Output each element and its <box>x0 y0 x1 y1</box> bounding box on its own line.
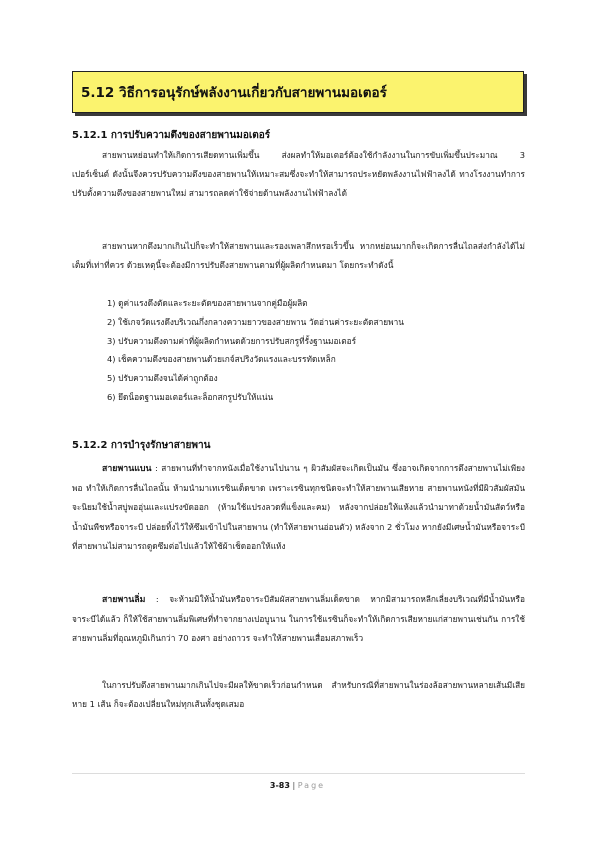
footer-separator: | <box>289 781 298 790</box>
list-item: 2) ใช้เกจวัดแรงดึงบริเวณกึ่งกลางความยาวของสายพาน วัดอ่านค่าระยะตัดสายพาน <box>107 316 404 327</box>
footer-divider <box>72 773 525 774</box>
list-item: 1) ดูค่าแรงดึงตัดและระยะตัดของสายพานจากคู่มือผู้ผลิต <box>107 298 308 308</box>
page-footer <box>0 781 595 790</box>
list-item: 5) ปรับความตึงจนได้ค่าถูกต้อง <box>107 373 218 384</box>
tension-steps-list <box>107 294 404 407</box>
flat-belt-text: : สายพานที่ทำจากหนังเมื่อใช้งานไปนาน ๆ ผิวสัมผัสจะเกิดเป็นมัน ซึ่งอาจเกิดจากการตึงสายพานไม่เพียงพอ ทำให้เกิดการลื่นไถลนั้น ห้ามนำมาเทเรซินเด็ดขาด เพราะเรซินทุกชนิดจะทำให้สายพานเสียหาย สายพานหนังที่มีผิวสัมผัสมัน จะนิยมใช้น้ำสบู่พออุ่นและแปรงขัดออก (ห้ามใช้แปรงลวดที่แข็งและคม) หลังจากปล่อยให้แห้งแล้วนำมาทาด้วยน้ำมันสัตว์หรือน้ำมันพืชหรือจาระบี ปล่อยทิ้งไว้ให้ซึมเข้าไปในสายพาน (ทำให้สายพานอ่อนตัว) หลังจาก 2 ชั่วโมง หากยังมีเศษน้ำมันหรือจาระบีที่สายพานไม่สามารถดูดซึมต่อไปแล้วให้ใช้ผ้าเช็ดออกให้แห้ง <box>72 463 525 551</box>
paragraph-belt-slack-text: สายพานหย่อนทำให้เกิดการเสียดทานเพิ่มขึ้น ส่งผลทำให้มอเตอร์ต้องใช้กำลังงานในการขับเพิ่มขึ้นประมาณ 3 เปอร์เซ็นต์ ดังนั้นจึงควรปรับความตึงของสายพานให้เหมาะสมซึ่งจะทำให้สามารถประหยัดพลังงานไฟฟ้าลงได้ ทางโรงงานทำการปรับตั้งความตึงของสายพานใหม่ สามารถลดค่าใช้จ่ายด้านพลังงานไฟฟ้าลงได้ <box>72 150 525 199</box>
paragraph-belt-tight <box>72 237 525 275</box>
paragraph-belt-tight-text: สายพานหากตึงมากเกินไปก็จะทำให้สายพานและรองเพลาสึกหรอเร็วขึ้น หากหย่อนมากก็จะเกิดการลื่นไถลส่งกำลังได้ไม่เต็มที่เท่าที่ควร ด้วยเหตุนี้จะต้องมีการปรับตึงสายพานตามที่ผู้ผลิตกำหนดมา โดยกระทำดังนี้ <box>72 241 525 271</box>
paragraph-flat-belt <box>72 459 525 556</box>
list-item: 4) เช็คความตึงของสายพานด้วยเกจ์สปริงวัดแรงและบรรทัดเหล็ก <box>107 354 336 365</box>
list-item: 3) ปรับความตึงตามค่าที่ผู้ผลิตกำหนดด้วยการปรับสกรูที่รั้งฐานมอเตอร์ <box>107 335 357 346</box>
page-label: Page <box>297 781 326 790</box>
subsection-heading-belt-tension: 5.12.1 การปรับความตึงของสายพานมอเตอร์ <box>72 130 271 141</box>
paragraph-belt-slack <box>72 146 525 204</box>
list-item: 6) ยึดน็อตฐานมอเตอร์และล็อกสกรูปรับให้แน่น <box>107 391 274 402</box>
paragraph-v-belt <box>72 590 525 649</box>
page-number: 3-83 <box>269 781 290 790</box>
v-belt-text: : จะห้ามมิให้น้ำมันหรือจาระบีสัมผัสสายพานลิ่มเด็ดขาด หากมิสามารถหลีกเลี่ยงบริเวณที่มีน้ำมันหรือจาระบีได้แล้ว ก็ให้ใช้สายพานลิ่มพิเศษที่ทำจากยางเปอบูนาน ในการใช้แรซินก็จะทำให้เกิดการเสียหายแก่สายพานเช่นกัน การใช้สายพานลิ่มที่อุณหภูมิเกินกว่า 70 องศา อย่างถาวร จะทำให้สายพานเสื่อมสภาพเร็ว <box>72 594 525 644</box>
subsection-heading-belt-maintenance: 5.12.2 การบำรุงรักษาสายพาน <box>72 440 211 451</box>
paragraph-belt-replacement-text: ในการปรับตึงสายพานมากเกินไปจะมีผลให้ขาดเร็วก่อนกำหนด สำหรับกรณีที่สายพานในร่องล้อสายพานหลายเส้นมีเสียหาย 1 เส้น ก็จะต้องเปลี่ยนใหม่ทุกเส้นทั้งชุดเสมอ <box>72 680 525 710</box>
section-title-box <box>72 71 524 113</box>
paragraph-belt-replacement <box>72 676 525 714</box>
flat-belt-label: สายพานแบน <box>102 464 152 474</box>
v-belt-label: สายพานลิ่ม <box>102 595 146 605</box>
section-title: 5.12 วิธีการอนุรักษ์พลังงานเกี่ยวกับสายพานมอเตอร์ <box>81 85 387 101</box>
